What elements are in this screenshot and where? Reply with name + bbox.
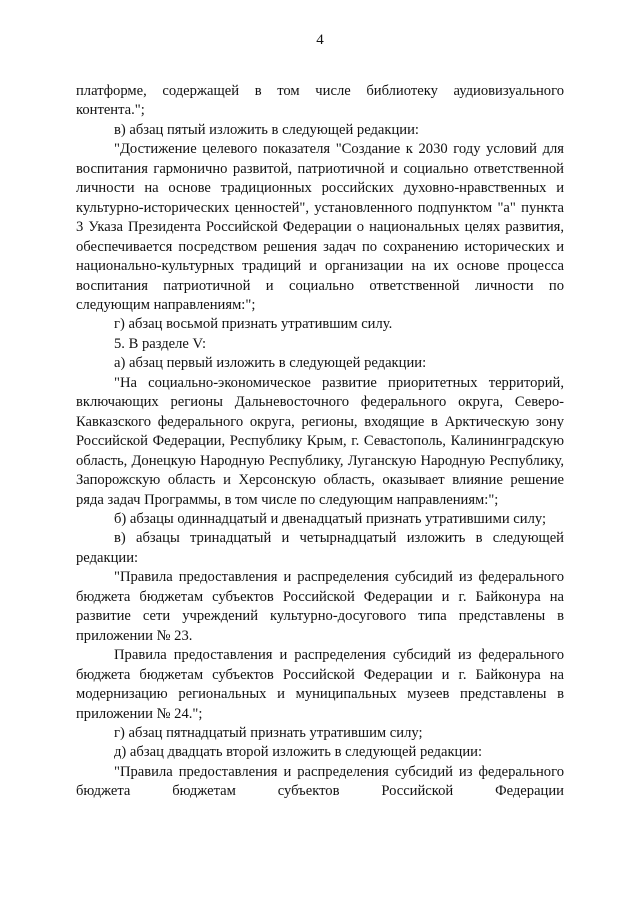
paragraph-2: в) абзац пятый изложить в следующей редакции: — [114, 121, 419, 138]
paragraph-9: в) абзацы тринадцатый и четырнадцатый изложить в следующей редакции: — [76, 530, 564, 566]
paragraph-13: д) абзац двадцать второй изложить в следующей редакции: — [114, 744, 483, 761]
paragraph-1: платформе, содержащей в том числе библиотеку аудиовизуального контента."; — [76, 83, 564, 119]
paragraph-10: "Правила предоставления и распределения субсидий из федерального бюджета бюджетам субъектов Российской Федерации и г. Байконура на развитие сети учреждений культурно-досугового типа представлены в приложении № 23. — [76, 569, 564, 644]
page-number: 4 — [316, 32, 324, 48]
paragraph-8: б) абзацы одиннадцатый и двенадцатый признать утратившими силу; — [114, 510, 547, 527]
document-body — [76, 82, 564, 802]
paragraph-7: "На социально-экономическое развитие приоритетных территорий, включающих регионы Дальневосточного федерального округа, Северо-Кавказского федерального округа, регионы, входящие в Арктическую зону Российской Федерации, Республику Крым, г. Севастополь, Калининградскую область, Донецкую Народную Республику, Луганскую Народную Республику, Запорожскую область и Херсонскую область, оказывает влияние решение ряда задач Программы, в том числе по следующим направлениям:"; — [76, 374, 564, 508]
paragraph-5: 5. В разделе V: — [114, 335, 207, 352]
paragraph-3: "Достижение целевого показателя "Создание к 2030 году условий для воспитания гармонично развитой, патриотичной и социально ответственной личности на основе традиционных российских духовно-нравственных и культурно-исторических ценностей", установленного подпунктом "а" пункта 3 Указа Президента Российской Федерации о национальных целях развития, обеспечивается посредством решения задач по сохранению исторических и национально-культурных традиций и организации на их основе процесса воспитания патриотичной и социально ответственной личности по следующим направлениям:"; — [76, 141, 564, 313]
paragraph-14: "Правила предоставления и распределения субсидий из федерального бюджета бюджетам субъектов Российской Федерации — [76, 763, 564, 800]
paragraph-12: г) абзац пятнадцатый признать утратившим силу; — [114, 724, 423, 741]
paragraph-11: Правила предоставления и распределения субсидий из федерального бюджета бюджетам субъектов Российской Федерации и г. Байконура на модернизацию региональных и муниципальных музеев представлены в приложении № 24."; — [76, 647, 564, 722]
paragraph-6: а) абзац первый изложить в следующей редакции: — [114, 355, 427, 372]
paragraph-4: г) абзац восьмой признать утратившим силу. — [114, 316, 393, 333]
